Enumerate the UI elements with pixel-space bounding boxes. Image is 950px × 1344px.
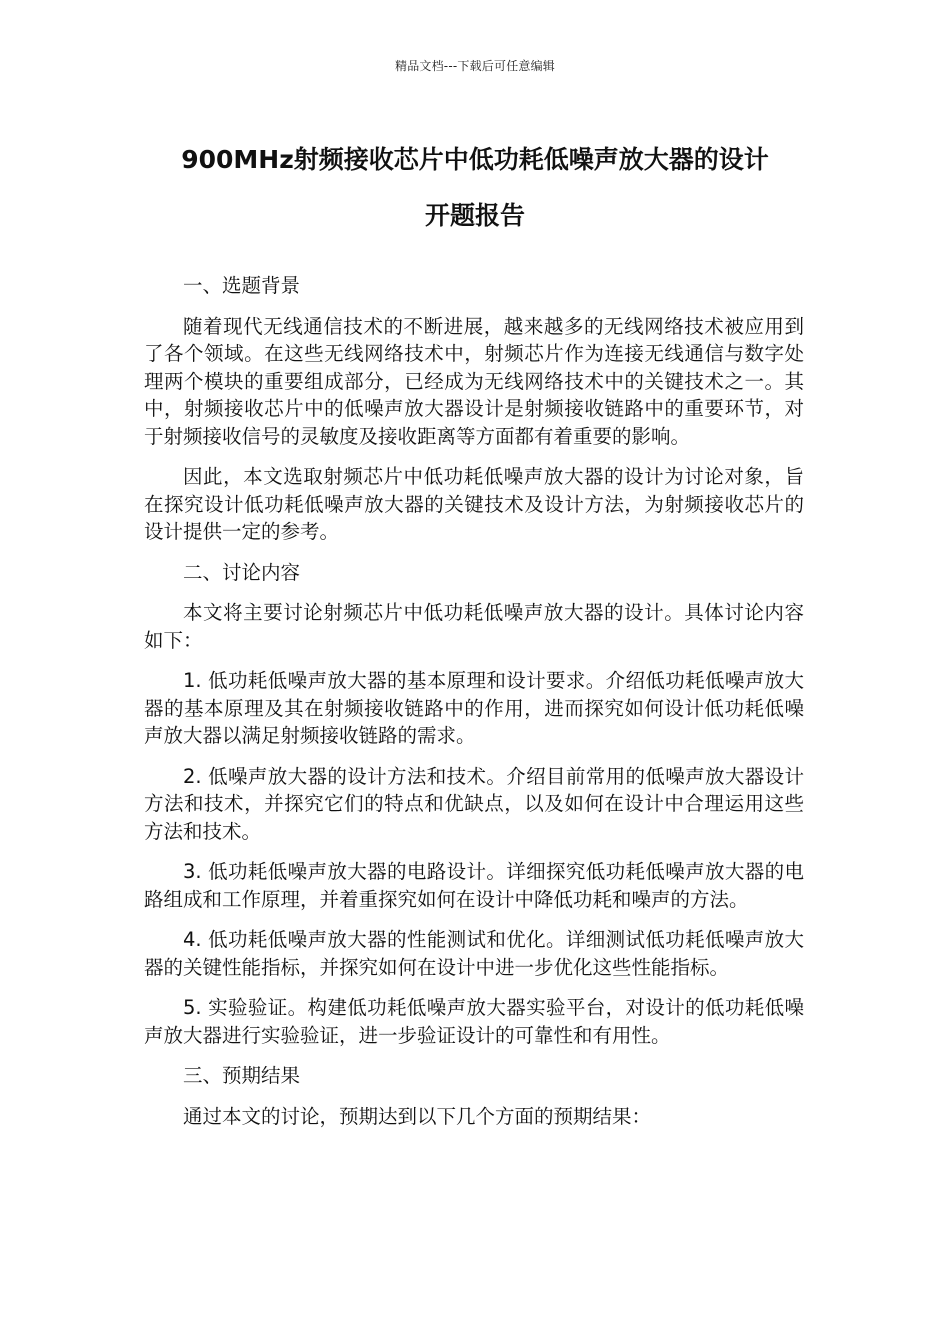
list-item-content-5: 5. 实验验证。构建低功耗低噪声放大器实验平台，对设计的低功耗低噪声放大器进行实验验证，进一步验证设计的可靠性和有用性。 <box>144 996 804 1047</box>
section-heading-expected-results: 三、预期结果 <box>183 1064 301 1087</box>
section-heading-content: 二、讨论内容 <box>183 560 301 584</box>
paragraph-background-1: 随着现代无线通信技术的不断进展，越来越多的无线网络技术被应用到了各个领域。在这些无线网络技术中，射频芯片作为连接无线通信与数字处理两个模块的重要组成部分，已经成为无线网络技术中的关键技术之一。其中，射频接收芯片中的低噪声放大器设计是射频接收链路中的重要环节，对于射频接收信号的灵敏度及接收距离等方面都有着重要的影响。 <box>144 314 804 448</box>
section-heading-background: 一、选题背景 <box>183 274 301 297</box>
list-item-content-4: 4. 低功耗低噪声放大器的性能测试和优化。详细测试低功耗低噪声放大器的关键性能指标，并探究如何在设计中进一步优化这些性能指标。 <box>144 928 804 979</box>
list-item-content-2: 2. 低噪声放大器的设计方法和技术。介绍目前常用的低噪声放大器设计方法和技术，并探究它们的特点和优缺点，以及如何在设计中合理运用这些方法和技术。 <box>144 764 804 843</box>
document-title-line-1: 900MHz射频接收芯片中低功耗低噪声放大器的设计 <box>181 145 769 174</box>
paragraph-expected-results-intro: 通过本文的讨论，预期达到以下几个方面的预期结果： <box>183 1104 652 1128</box>
list-item-content-3: 3. 低功耗低噪声放大器的电路设计。详细探究低功耗低噪声放大器的电路组成和工作原理，并着重探究如何在设计中降低功耗和噪声的方法。 <box>144 860 804 911</box>
paragraph-content-intro: 本文将主要讨论射频芯片中低功耗低噪声放大器的设计。具体讨论内容如下： <box>144 601 804 652</box>
list-item-content-1: 1. 低功耗低噪声放大器的基本原理和设计要求。介绍低功耗低噪声放大器的基本原理及其在射频接收链路中的作用，进而探究如何设计低功耗低噪声放大器以满足射频接收链路的需求。 <box>144 669 804 747</box>
document-body <box>144 272 804 1143</box>
header-note: 精品文档---下载后可任意编辑 <box>395 59 555 73</box>
document-title-line-2: 开题报告 <box>424 201 525 230</box>
paragraph-background-2: 因此，本文选取射频芯片中低功耗低噪声放大器的设计为讨论对象，旨在探究设计低功耗低噪声放大器的关键技术及设计方法，为射频接收芯片的设计提供一定的参考。 <box>144 465 804 543</box>
